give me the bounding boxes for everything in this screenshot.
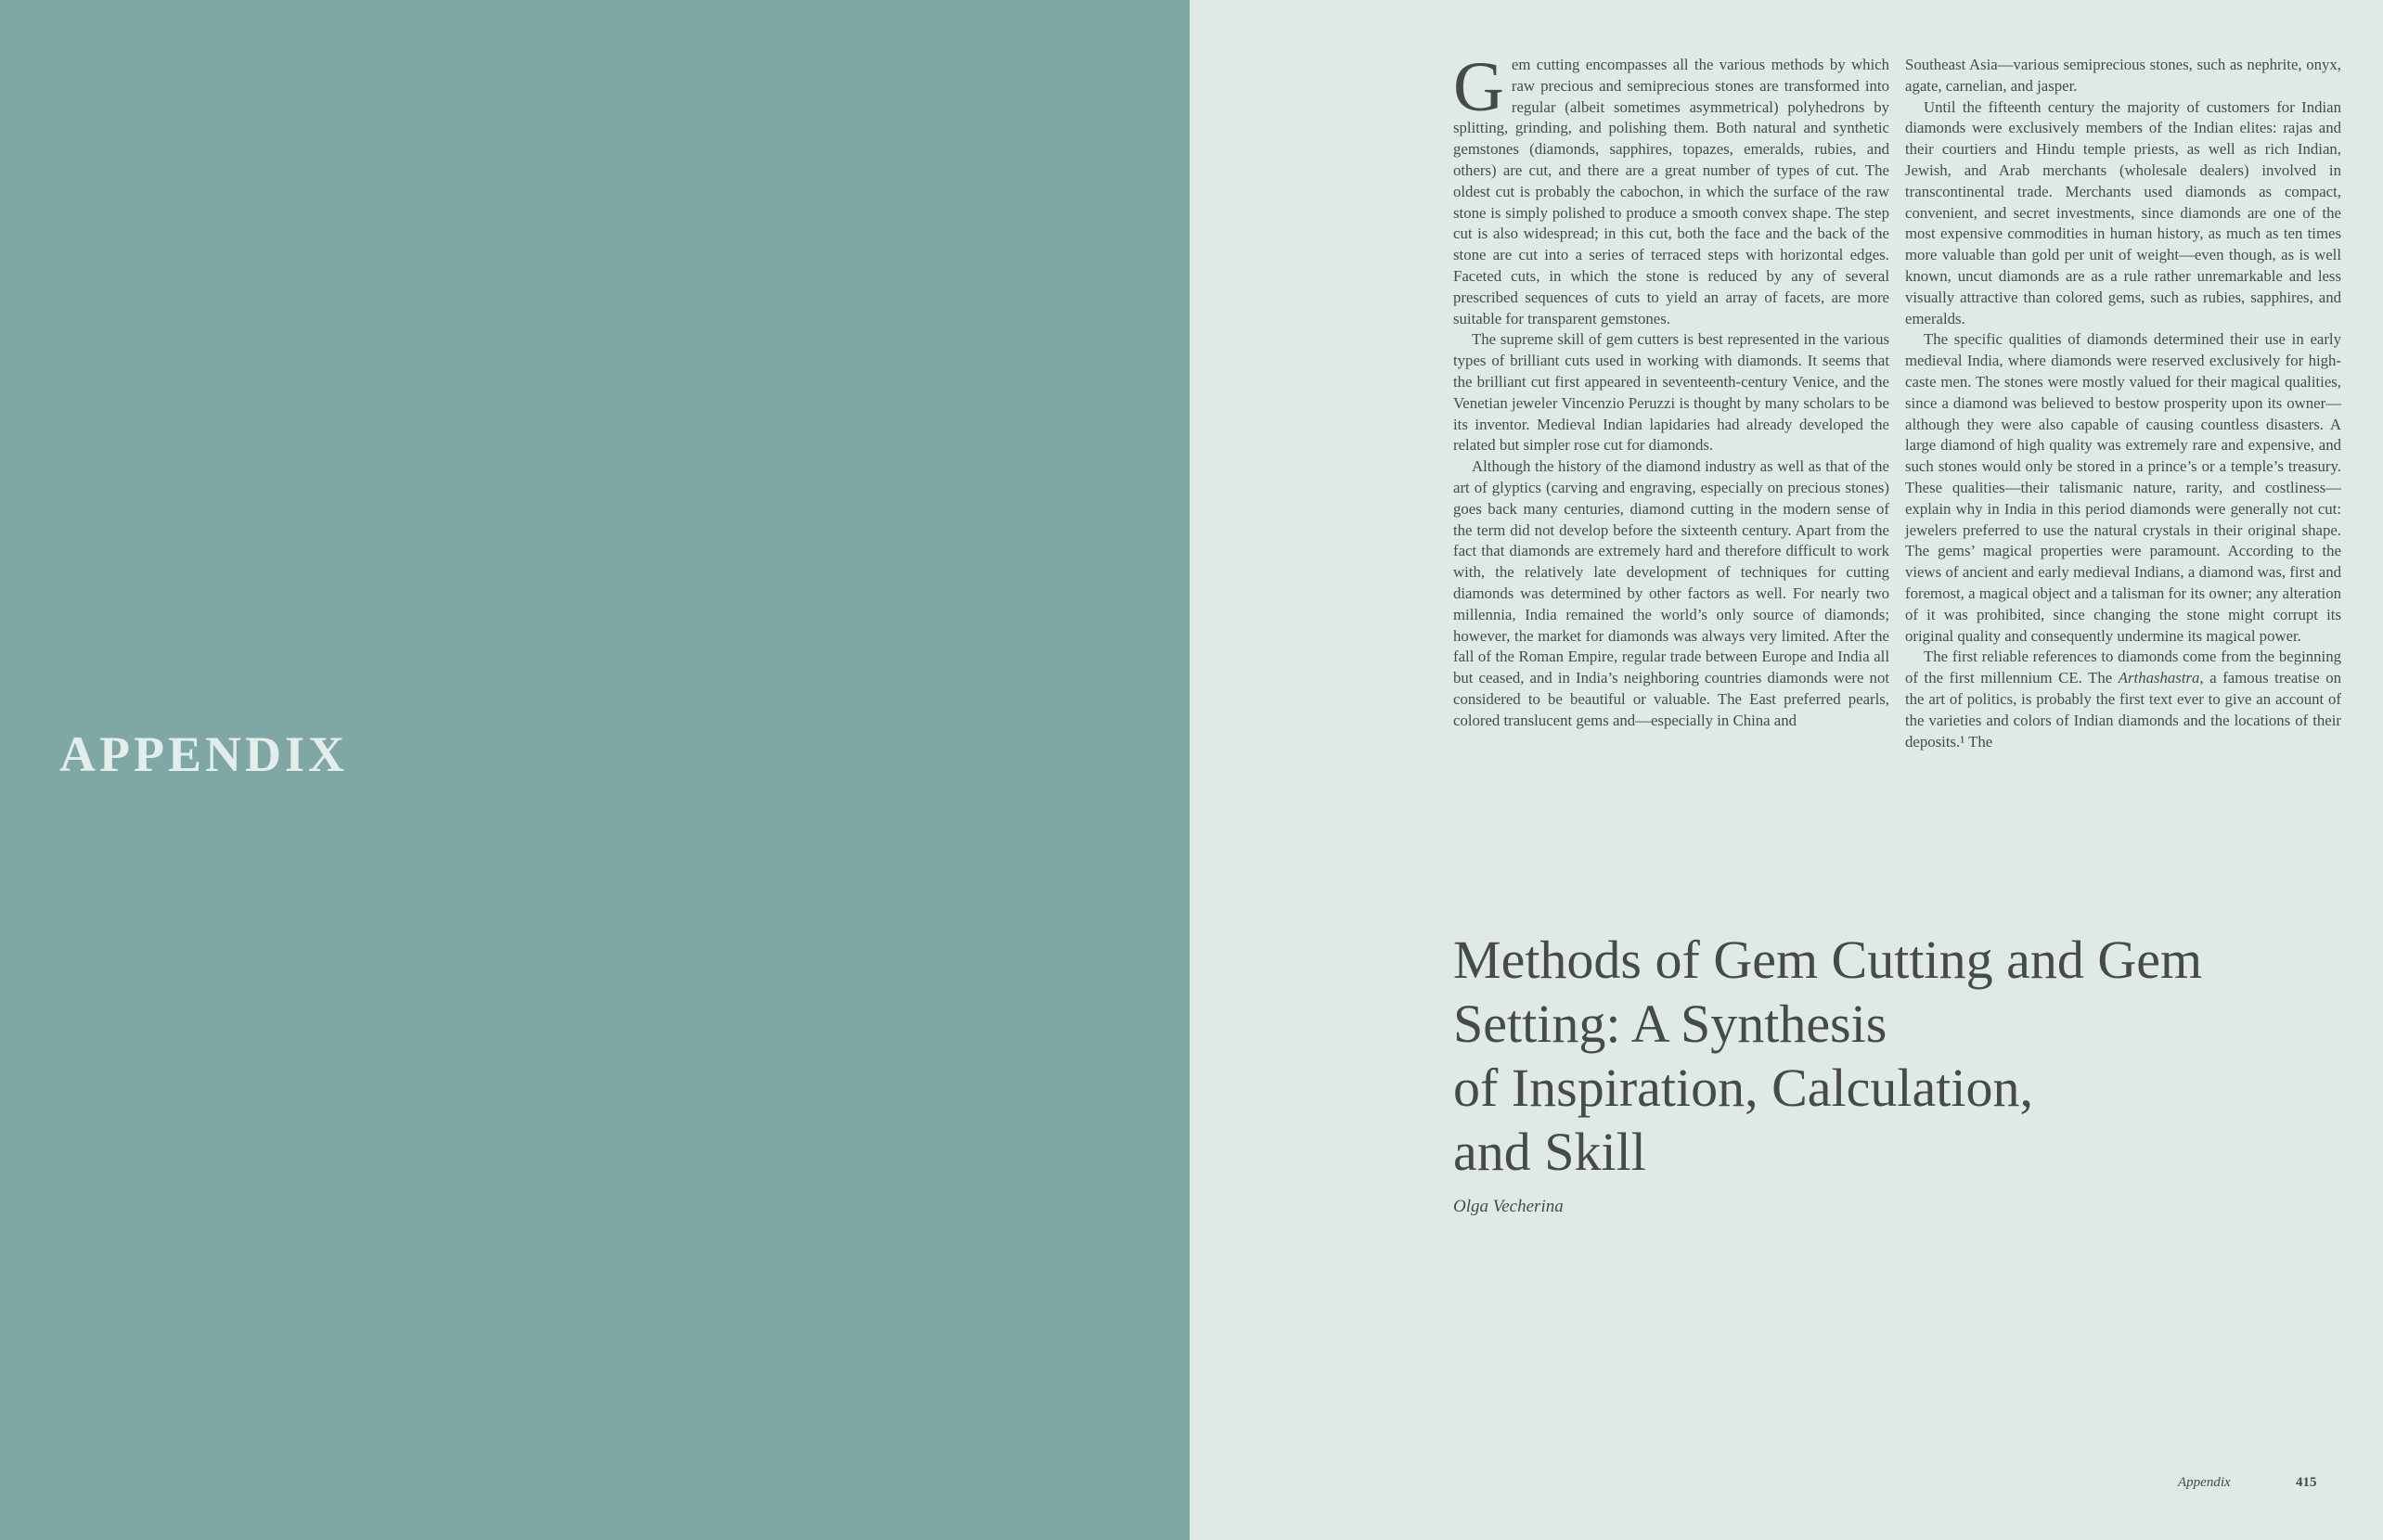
text-column-left <box>1453 48 1889 752</box>
page-number: 415 <box>2296 1475 2317 1490</box>
book-title-italic: Arthashastra <box>2118 669 2200 687</box>
author-name: Olga Vecherina <box>1453 1197 1564 1216</box>
title-line: and Skill <box>1453 1122 1646 1182</box>
paragraph-text: em cutting encompasses all the various methods by which raw precious and semiprecious stones are transformed into regular (albeit sometimes asymmetrical) polyhedrons by splitting, grinding, and polishing them. Both natural and synthetic gemstones (diamonds, sapphires, topazes, emeralds, rubies, and others) are cut, and there are a great number of types of cut. The oldest cut is probably the cabochon, in which the surface of the raw stone is simply polished to produce a smooth convex shape. The step cut is also widespread; in this cut, both the face and the back of the stone are cut into a series of terraced steps with horizontal edges. Faceted cuts, in which the stone is reduced by any of several prescribed sequences of cuts to yield an array of facets, are more suitable for transparent gemstones. <box>1453 56 1889 327</box>
title-line: of Inspiration, Calculation, <box>1453 1058 2033 1118</box>
right-page <box>1190 0 2383 1540</box>
running-head: Appendix <box>2178 1475 2231 1490</box>
paragraph <box>1905 647 2341 752</box>
text-column-right <box>1905 55 2341 752</box>
paragraph <box>1453 48 1889 329</box>
drop-cap: G <box>1453 48 1504 126</box>
paragraph-text: , a famous treatise on the art of politics, is probably the first text ever to give an account of the varieties and colors of Indian diamonds and the locations of their deposits.¹ The <box>1905 669 2341 751</box>
paragraph: Although the history of the diamond industry as well as that of the art of glyptics (carving and engraving, especially on precious stones) goes back many centuries, diamond cutting in the modern sense of the term did not develop before the sixteenth century. Apart from the fact that diamonds are extremely hard and therefore difficult to work with, the relatively late development of techniques for cutting diamonds was determined by other factors as well. For nearly two millennia, India remained the world’s only source of diamonds; however, the market for diamonds was always very limited. After the fall of the Roman Empire, regular trade between Europe and India all but ceased, and in India’s neighboring countries diamonds were not considered to be beautiful or valuable. The East preferred pearls, colored translucent gems and—especially in China and <box>1453 457 1889 729</box>
paragraph: The supreme skill of gem cutters is best represented in the various types of brilliant cuts used in working with diamonds. It seems that the brilliant cut first appeared in seventeenth-century Venice, and the Venetian jeweler Vincenzio Peruzzi is thought by many scholars to be its inventor. Medieval Indian lapidaries had already developed the related but simpler rose cut for diamonds. <box>1453 330 1889 455</box>
paragraph: The specific qualities of diamonds determined their use in early medieval India, where diamonds were reserved exclusively for high-caste men. The stones were mostly valued for their magical qualities, since a diamond was believed to bestow prosperity upon its owner—although they were also capable of causing countless disasters. A large diamond of high quality was extremely rare and expensive, and such stones would only be stored in a prince’s or a temple’s treasury. These qualities—their talismanic nature, rarity, and costliness—explain why in India in this period diamonds were generally not cut: jewelers preferred to use the natural crystals in their original shape. The gems’ magical properties were paramount. According to the views of ancient and early medieval Indians, a diamond was, first and foremost, a magical object and a talisman for its owner; any alteration of it was prohibited, since changing the stone might corrupt its original quality and consequently undermine its magical power. <box>1905 330 2341 645</box>
paragraph-text: The first reliable references to diamonds come from the beginning of the first millennium CE. The <box>1905 648 2341 687</box>
paragraph-continuation: Southeast Asia—various semiprecious stones, such as nephrite, onyx, agate, carnelian, and jasper. <box>1905 56 2341 95</box>
paragraph: Until the fifteenth century the majority of customers for Indian diamonds were exclusively members of the Indian elites: rajas and their courtiers and Hindu temple priests, as well as rich Indian, Jewish, and Arab merchants (wholesale dealers) involved in transcontinental trade. Merchants used diamonds as compact, convenient, and secret investments, since diamonds are one of the most expensive commodities in human history, as much as ten times more valuable than gold per unit of weight—even though, as is well known, uncut diamonds are as a rule rather unremarkable and less visually attractive than colored gems, such as rubies, sapphires, and emeralds. <box>1905 97 2341 327</box>
chapter-title <box>1453 928 2344 1184</box>
title-line: Methods of Gem Cutting and Gem <box>1453 930 2203 990</box>
title-line: Setting: A Synthesis <box>1453 994 1887 1054</box>
body-text-columns <box>1453 48 2341 752</box>
left-page <box>0 0 1190 1540</box>
appendix-heading: APPENDIX <box>59 726 348 782</box>
